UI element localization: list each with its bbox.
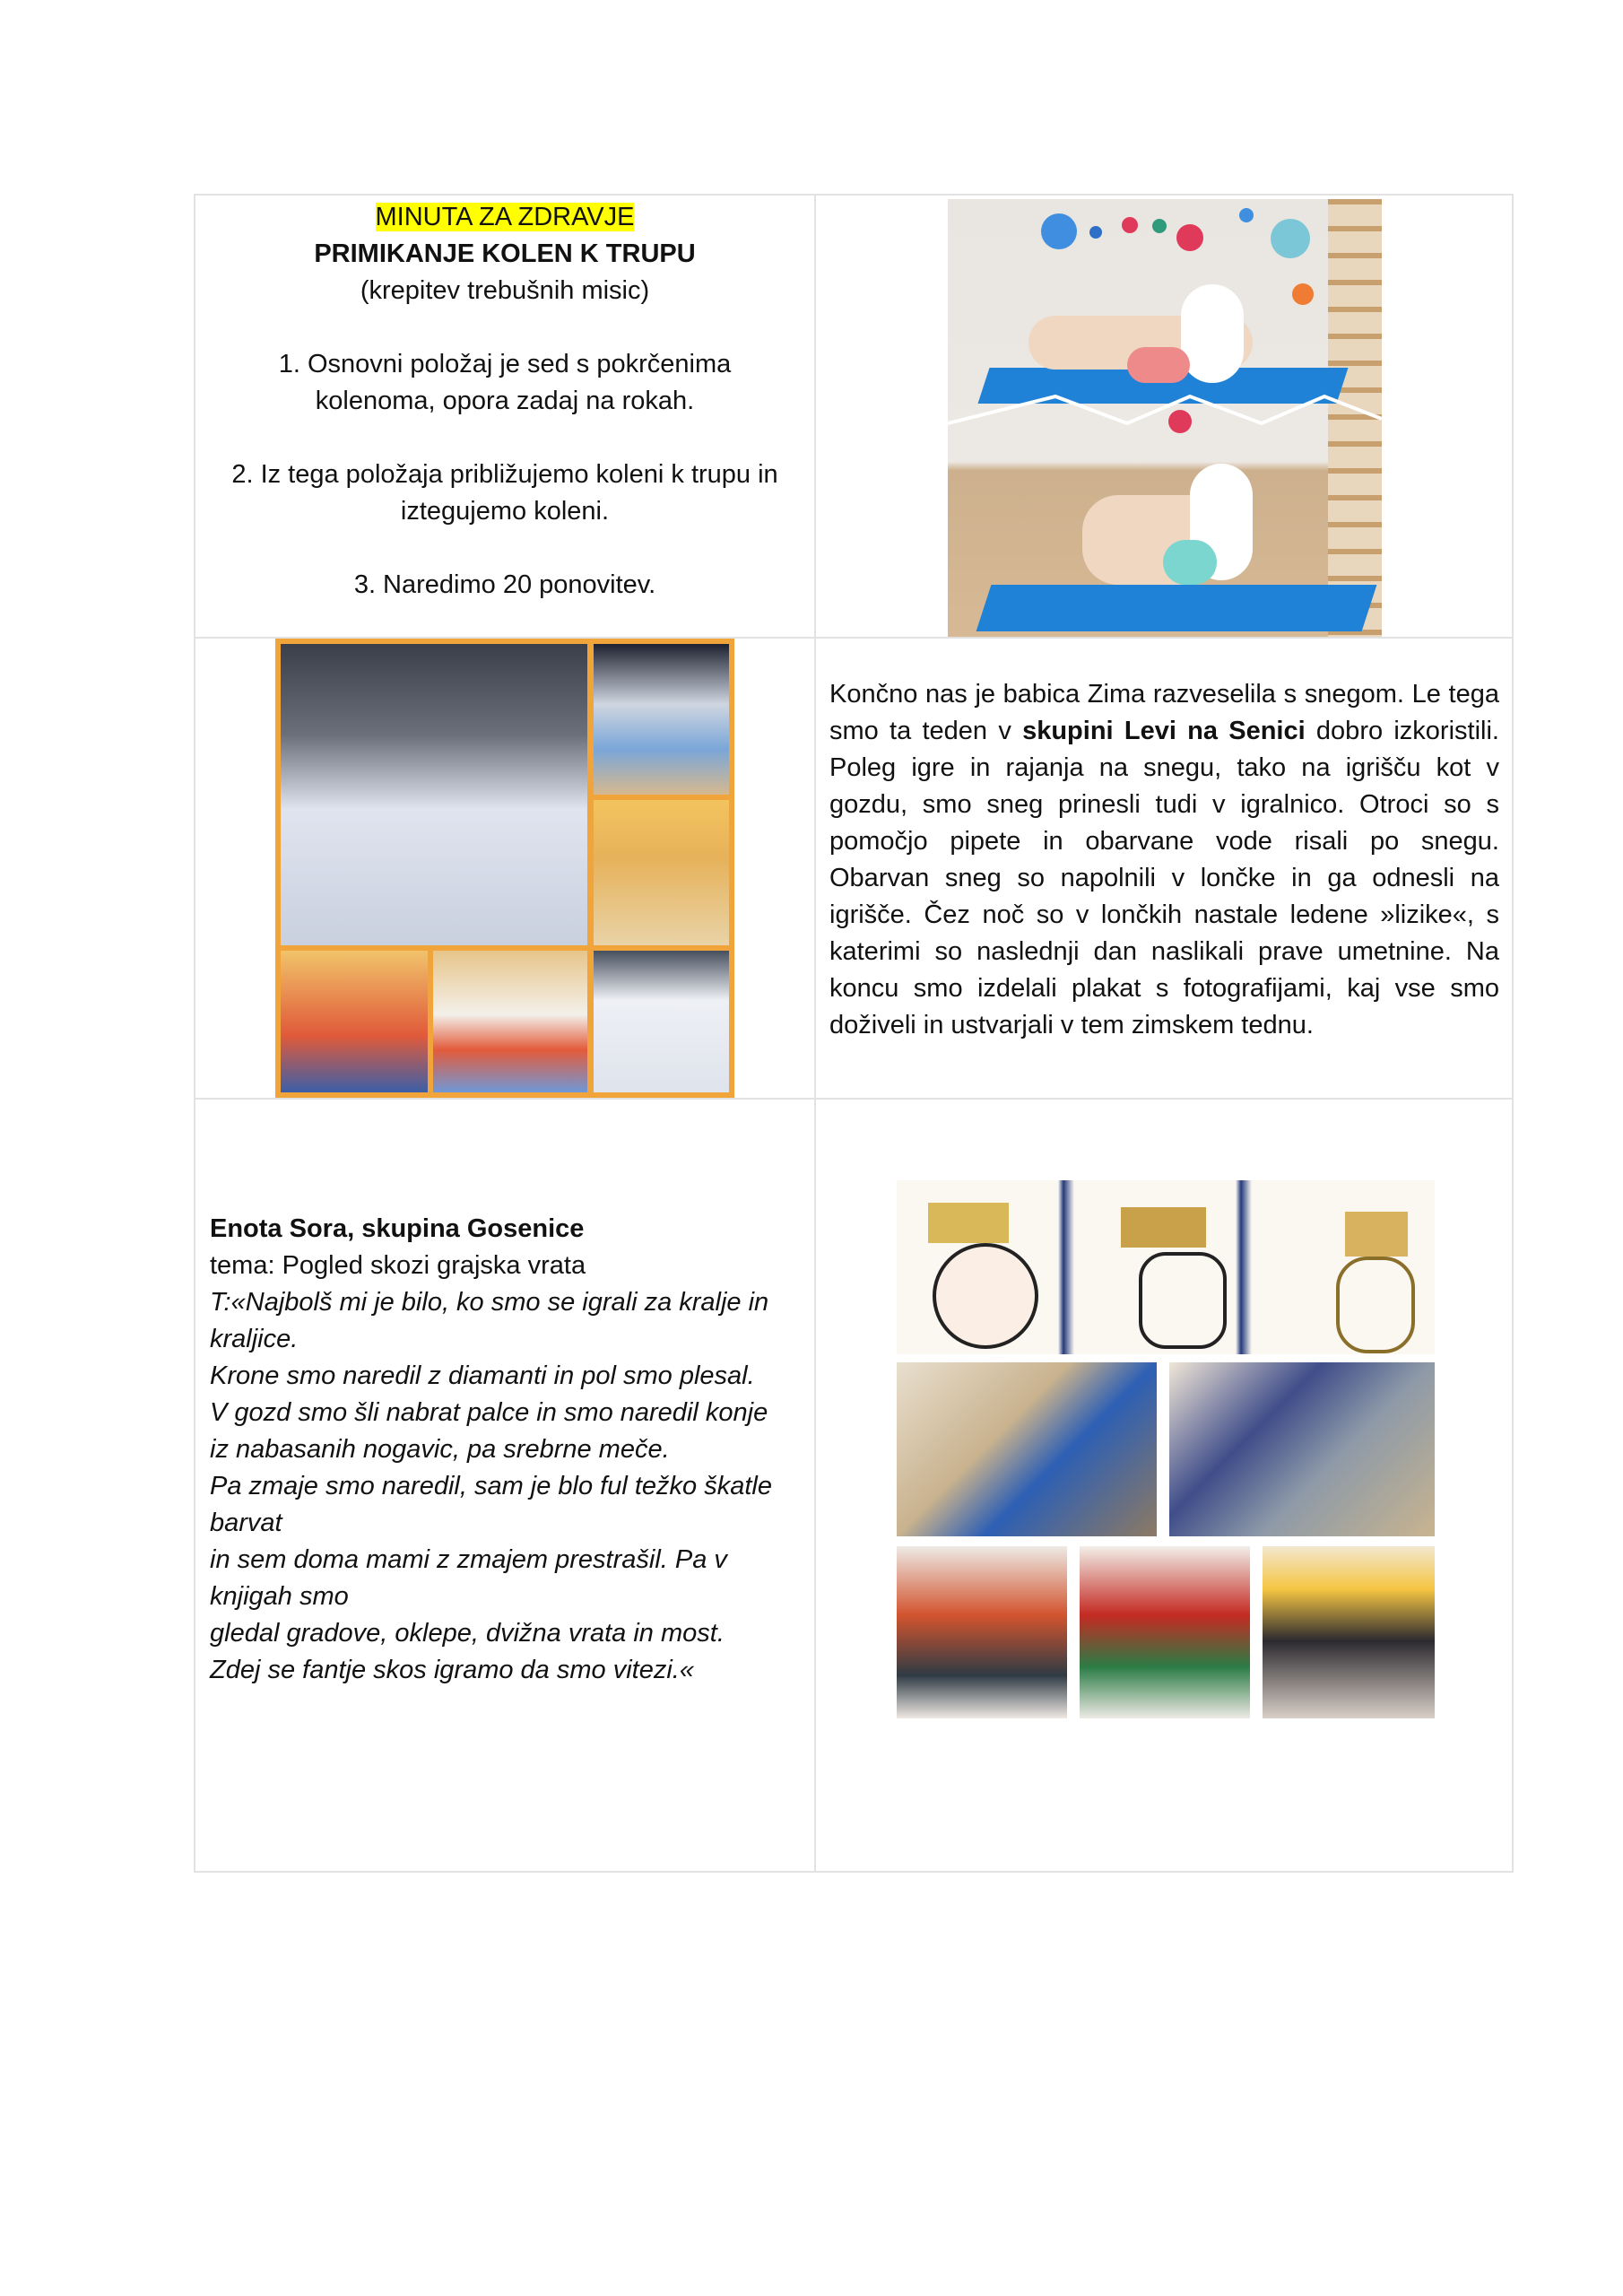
step-1-line-2: kolenoma, opora zadaj na rokah. — [315, 387, 695, 415]
divider-zigzag-icon — [948, 392, 1382, 428]
snow-report-text-2: dobro izkoristili. Poleg igre in rajanja na snegu, tako na igrišču kot v gozdu, smo sneg prinesli tudi v igralnico. Otroci so s pomočjo pipete in obarvane vode risali po snegu. Obarvan sneg so napolnili v lončke in ga odnesli na igrišče. Čez noč so v lončkih nastale ledene »lizike«, s katerimi so naslednji dan naslikali prave umetnine. Na koncu smo izdelali plakat s fotografijami, kaj vse smo doživeli in ustvarjali v tem zimskem tednu. — [829, 717, 1499, 1039]
sora-theme: tema: Pogled skozi grajska vrata — [210, 1251, 586, 1280]
exercise-photo-cell — [815, 195, 1513, 638]
castle-collage-cell — [815, 1099, 1513, 1872]
quote-line: iz nabasanih nogavic, pa srebrne meče. — [210, 1435, 670, 1464]
quote-line: knjigah smo — [210, 1582, 349, 1611]
step-3: 3. Naredimo 20 ponovitev. — [353, 570, 656, 599]
quote-line: T:«Najbolš mi je bilo, ko smo se igrali za kralje in — [210, 1288, 769, 1317]
snow-photo-collage — [275, 639, 734, 1098]
castle-photo-collage — [897, 1180, 1435, 1718]
snow-report-text-1: Končno nas je babica Zima razveselila s snegom. Le tega smo ta teden v — [829, 680, 1499, 745]
content-table — [194, 194, 1514, 1873]
exercise-title: PRIMIKANJE KOLEN K TRUPU — [314, 239, 696, 268]
snow-report — [816, 639, 1512, 1044]
quote-line: barvat — [210, 1509, 282, 1537]
step-1-line-1: 1. Osnovni položaj je sed s pokrčenima — [278, 350, 732, 378]
quote-line: in sem doma mami z zmajem prestrašil. Pa v — [210, 1545, 727, 1574]
quote-line: Pa zmaje smo naredil, sam je blo ful težko škatle — [210, 1472, 772, 1500]
sora-text-cell — [195, 1099, 815, 1872]
exercise-photo — [948, 199, 1382, 637]
step-2-line-1: 2. Iz tega položaja približujemo koleni k trupu in — [231, 460, 778, 489]
snow-collage-cell — [195, 638, 815, 1099]
group-name: skupini Levi na Senici — [1022, 717, 1306, 745]
exercise-subtitle: (krepitev trebušnih misic) — [360, 276, 650, 305]
quote-line: Krone smo naredil z diamanti in pol smo plesal. — [210, 1361, 755, 1390]
quote-line: gledal gradove, oklepe, dvižna vrata in most. — [210, 1619, 725, 1648]
sora-heading: Enota Sora, skupina Gosenice — [210, 1214, 585, 1243]
quote-line: kraljice. — [210, 1325, 299, 1353]
step-2-line-2: iztegujemo koleni. — [400, 497, 610, 526]
quote-line: V gozd smo šli nabrat palce in smo naredil konje — [210, 1398, 768, 1427]
quote-line: Zdej se fantje skos igramo da smo vitezi.« — [210, 1656, 694, 1684]
health-cell — [195, 195, 815, 638]
health-label: MINUTA ZA ZDRAVJE — [375, 203, 635, 231]
snow-report-cell — [815, 638, 1513, 1099]
